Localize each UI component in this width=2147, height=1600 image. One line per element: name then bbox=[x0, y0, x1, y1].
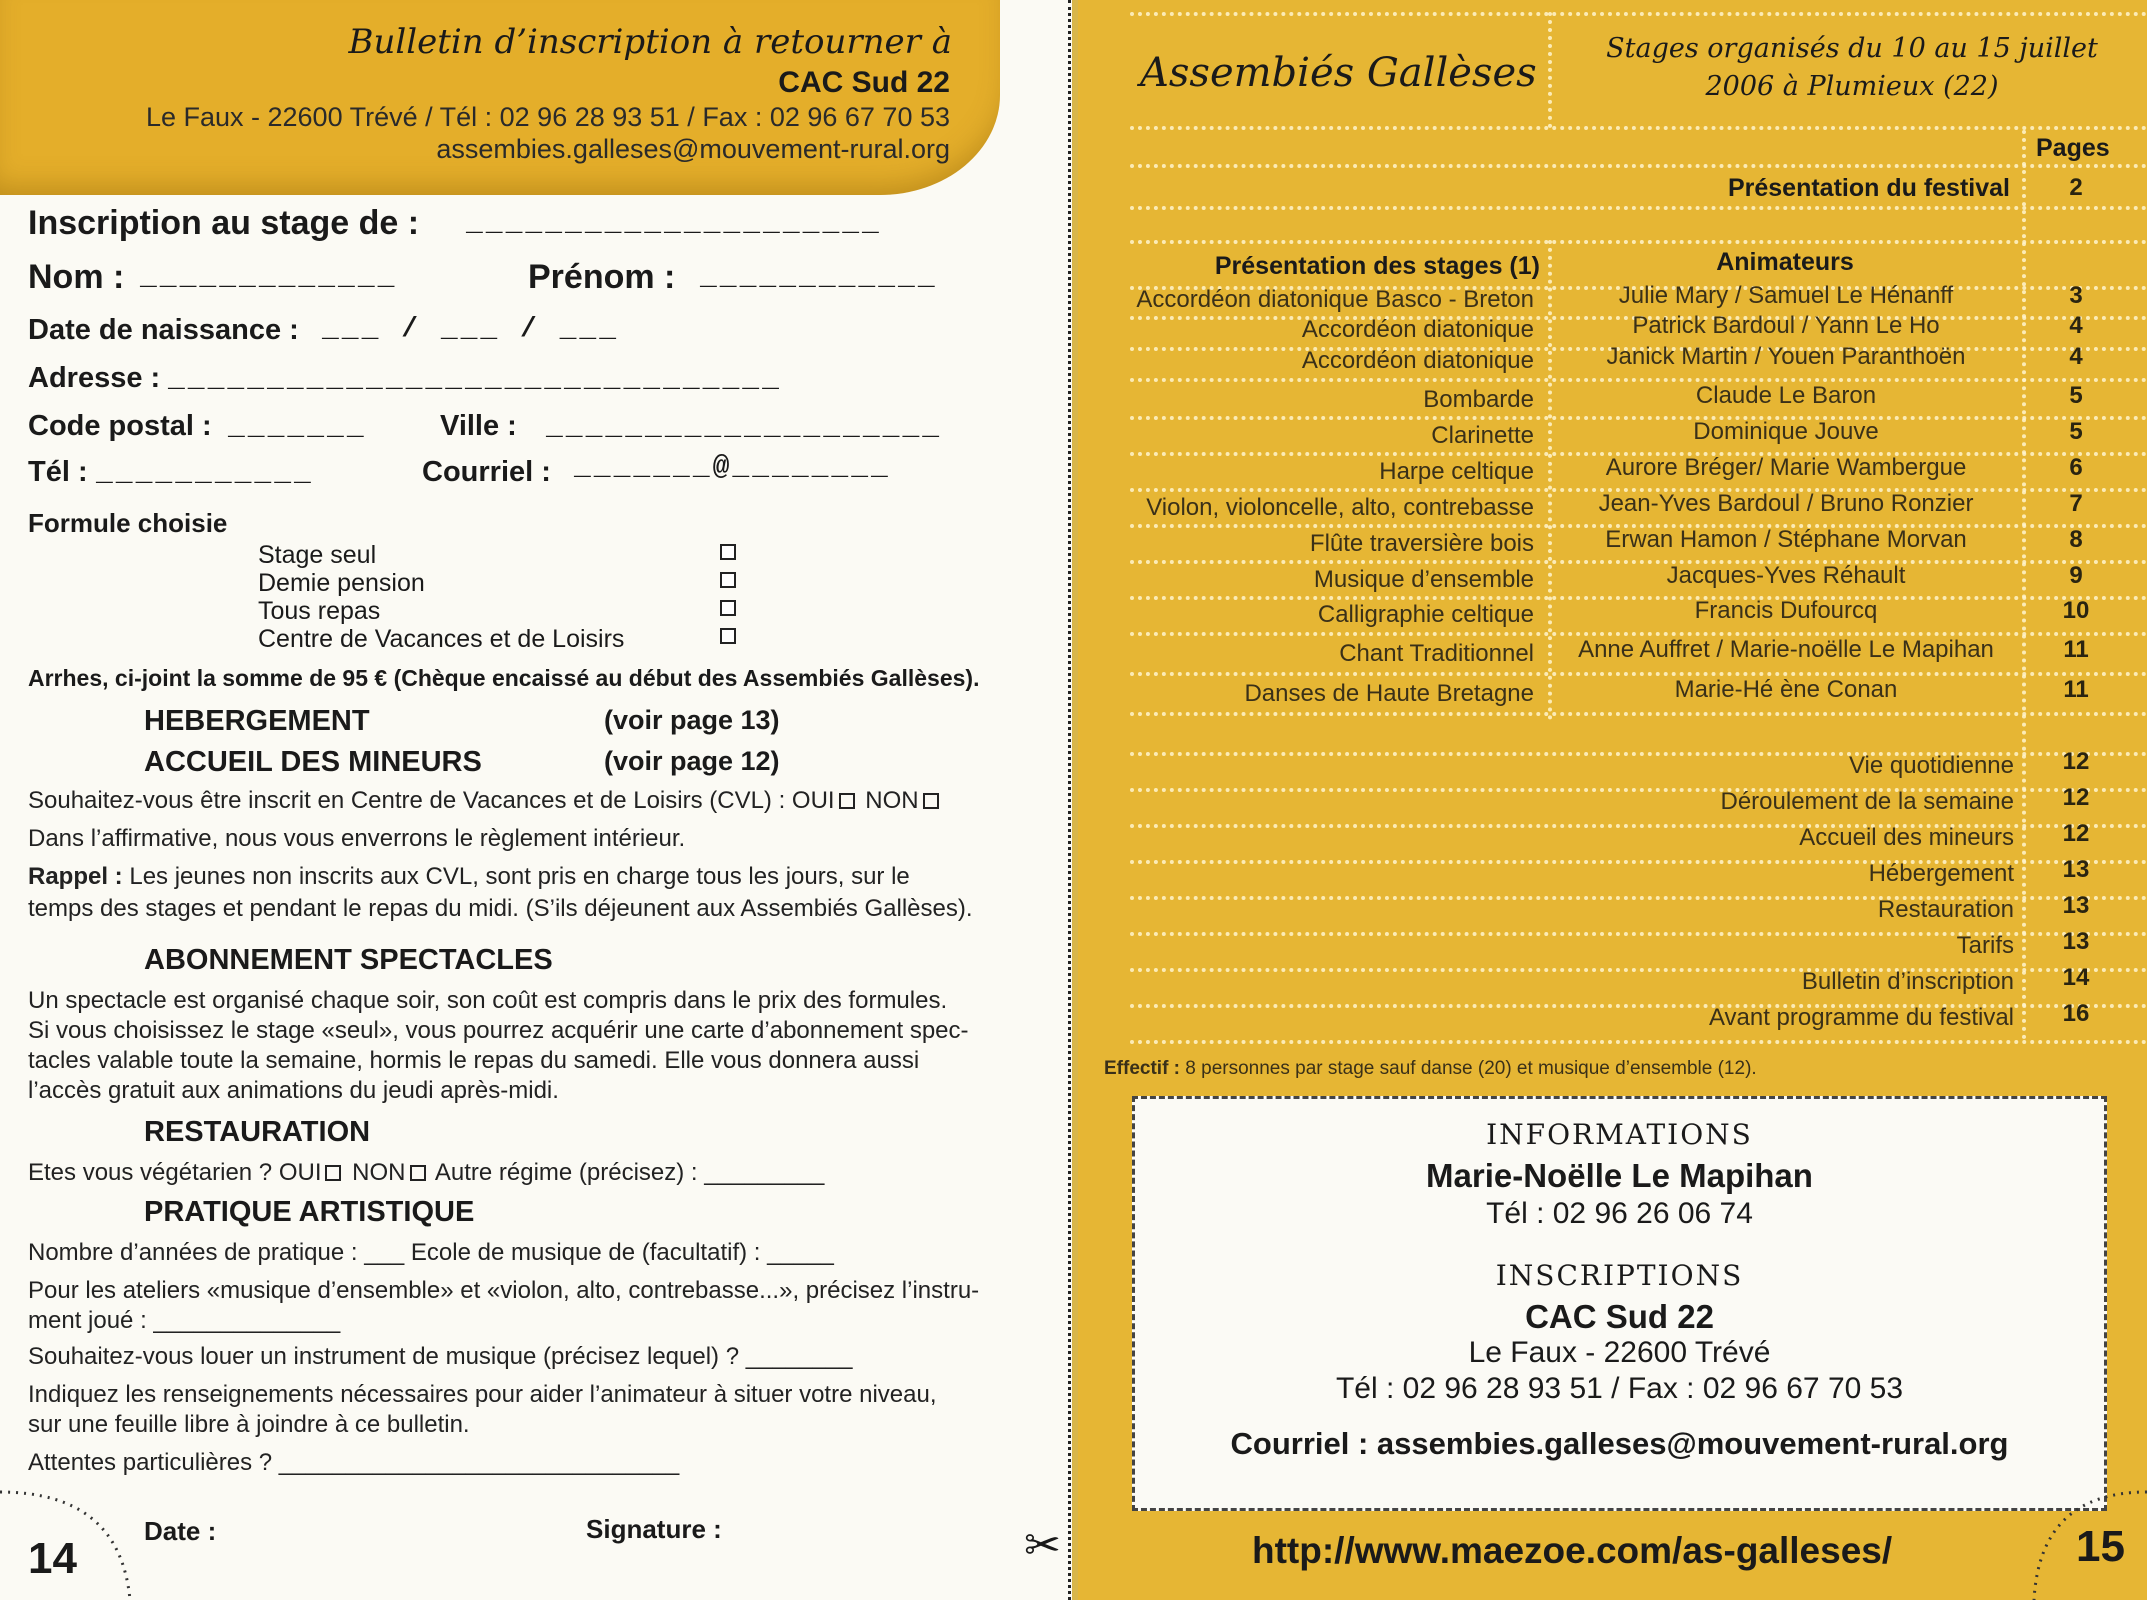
nom-label: Nom : bbox=[28, 258, 125, 296]
birth-input-line[interactable]: ___ / ___ / ___ bbox=[322, 314, 620, 345]
right-title: Assembiés Gallèses bbox=[1140, 50, 1537, 96]
stage-name: Musique d’ensemble bbox=[1313, 566, 1534, 593]
info-content bbox=[1132, 1118, 2107, 1462]
stage-animateur: Anne Auffret / Marie-noëlle Le Mapihan bbox=[1578, 636, 1994, 663]
code-postal-input-line[interactable]: _______ bbox=[228, 412, 367, 443]
stage-name: Accordéon diatonique bbox=[1301, 316, 1534, 343]
stage-name: Danses de Haute Bretagne bbox=[1244, 680, 1534, 707]
code-postal-label: Code postal : bbox=[28, 410, 212, 442]
inscriptions-org: CAC Sud 22 bbox=[1525, 1298, 1714, 1335]
stage-animateur: Jacques-Yves Réhault bbox=[1666, 562, 1906, 589]
stage-animateur: Aurore Bréger/ Marie Wambergue bbox=[1605, 454, 1967, 481]
formule-option: Stage seul bbox=[258, 541, 377, 569]
restauration-question: Etes vous végétarien ? OUI NON Autre régime (précisez) : _________ bbox=[28, 1159, 825, 1186]
stage-page: 3 bbox=[2069, 282, 2083, 309]
pratique-line: Pour les ateliers «musique d’ensemble» et «violon, alto, contrebasse...», précisez l’instru- bbox=[28, 1277, 980, 1304]
animateurs-header: Animateurs bbox=[1716, 248, 1854, 276]
toc-item-page: 13 bbox=[2062, 856, 2090, 883]
signature-label: Signature : bbox=[586, 1514, 722, 1544]
stage-animateur: Erwan Hamon / Stéphane Morvan bbox=[1605, 526, 1967, 553]
toc-item-page: 13 bbox=[2062, 892, 2090, 919]
formule-checkbox-tous-repas[interactable] bbox=[720, 600, 736, 616]
header-email: assembies.galleses@mouvement-rural.org bbox=[436, 134, 950, 164]
cvl-oui-checkbox[interactable] bbox=[839, 793, 855, 809]
stage-input-line[interactable]: _____________________ bbox=[466, 208, 882, 239]
stage-animateur: Marie-Hé ène Conan bbox=[1674, 676, 1898, 703]
stage-animateur: Dominique Jouve bbox=[1693, 418, 1879, 445]
header-address: Le Faux - 22600 Trévé / Tél : 02 96 28 93 51 / Fax : 02 96 67 70 53 bbox=[145, 102, 950, 132]
toc-item-label: Hébergement bbox=[1868, 860, 2014, 887]
stage-name: Accordéon diatonique bbox=[1301, 347, 1534, 374]
arrhes-text: Arrhes, ci-joint la somme de 95 € (Chèque encaissé au début des Assembiés Gallèses). bbox=[28, 665, 980, 691]
toc-item-label: Déroulement de la semaine bbox=[1720, 788, 2014, 815]
stage-animateur: Francis Dufourcq bbox=[1694, 597, 1878, 624]
formule-option: Tous repas bbox=[258, 597, 381, 625]
stage-name: Clarinette bbox=[1431, 422, 1534, 449]
ville-input-line[interactable]: ____________________ bbox=[546, 412, 943, 443]
toc-page: 2 bbox=[2069, 174, 2083, 201]
formule-option: Demie pension bbox=[258, 569, 425, 597]
abonnement-title: ABONNEMENT SPECTACLES bbox=[144, 944, 553, 976]
autre-regime-line[interactable]: Autre régime (précisez) : _________ bbox=[434, 1159, 825, 1186]
right-subtitle: Stages organisés du 10 au 15 juillet 2006 à Plumieux (22) bbox=[1606, 33, 2098, 102]
formule-checkbox-demie-pension[interactable] bbox=[720, 572, 736, 588]
scissors-icon: ✂ bbox=[1024, 1521, 1061, 1570]
toc-item-page: 14 bbox=[2062, 964, 2090, 991]
stage-page: 7 bbox=[2069, 490, 2083, 517]
stage-animateur: Janick Martin / Youen Paranthoën bbox=[1606, 343, 1966, 370]
date-label: Date : bbox=[144, 1516, 217, 1546]
hebergement-title: HEBERGEMENT bbox=[144, 705, 370, 737]
pratique-line: Indiquez les renseignements nécessaires pour aider l’animateur à situer votre niveau, bbox=[28, 1381, 937, 1408]
abonnement-line: tacles valable toute la semaine, hormis le repas du samedi. Elle vous donnera aussi bbox=[28, 1047, 920, 1074]
courriel-input-line[interactable]: _______@________ bbox=[574, 452, 891, 483]
stage-name: Harpe celtique bbox=[1379, 458, 1534, 485]
toc-item-label: Accueil des mineurs bbox=[1799, 824, 2014, 851]
stage-page: 4 bbox=[2069, 343, 2083, 370]
vegetarien-non-checkbox[interactable] bbox=[410, 1165, 426, 1181]
cvl-affirm: Dans l’affirmative, nous vous enverrons le règlement intérieur. bbox=[28, 825, 686, 852]
stage-page: 6 bbox=[2069, 454, 2083, 481]
abonnement-line: l’accès gratuit aux animations du jeudi après-midi. bbox=[28, 1077, 559, 1104]
stage-name: Violon, violoncelle, alto, contrebasse bbox=[1146, 494, 1534, 521]
pratique-line[interactable]: Souhaitez-vous louer un instrument de musique (précisez lequel) ? ________ bbox=[28, 1343, 853, 1370]
stage-page: 11 bbox=[2063, 676, 2089, 703]
effectif-note: Effectif : 8 personnes par stage sauf danse (20) et musique d’ensemble (12). bbox=[1104, 1058, 1757, 1079]
pratique-line: sur une feuille libre à joindre à ce bulletin. bbox=[28, 1411, 470, 1438]
stage-animateur: Jean-Yves Bardoul / Bruno Ronzier bbox=[1598, 490, 1974, 517]
informations-title: INFORMATIONS bbox=[1486, 1118, 1753, 1151]
stage-name: Chant Traditionnel bbox=[1339, 640, 1534, 667]
stage-name: Accordéon diatonique Basco - Breton bbox=[1136, 286, 1534, 313]
right-page-number: 15 bbox=[2076, 1522, 2125, 1571]
stage-name: Calligraphie celtique bbox=[1317, 601, 1534, 628]
formule-label: Formule choisie bbox=[28, 508, 228, 538]
ville-label: Ville : bbox=[440, 410, 517, 442]
attentes-line[interactable]: Attentes particulières ? ______________________________ bbox=[28, 1449, 680, 1476]
tel-label: Tél : bbox=[28, 456, 88, 488]
adresse-input-line[interactable]: _______________________________ bbox=[168, 364, 782, 395]
cvl-question: Souhaitez-vous être inscrit en Centre de Vacances et de Loisirs (CVL) : OUI NON bbox=[28, 786, 943, 816]
toc-item-label: Tarifs bbox=[1956, 932, 2014, 959]
restauration-title: RESTAURATION bbox=[144, 1116, 371, 1148]
toc-item-page: 13 bbox=[2062, 928, 2090, 955]
inscriptions-email[interactable]: Courriel : assembies.galleses@mouvement-rural.org bbox=[1230, 1426, 2009, 1461]
stage-page: 10 bbox=[2062, 597, 2090, 624]
rappel-cont: temps des stages et pendant le repas du midi. (S’ils déjeunent aux Assembiés Gallèses). bbox=[28, 895, 973, 922]
left-page-number: 14 bbox=[28, 1534, 77, 1583]
contact-tel: Tél : 02 96 26 06 74 bbox=[1486, 1197, 1753, 1230]
stage-animateur: Patrick Bardoul / Yann Le Ho bbox=[1632, 312, 1940, 339]
birth-label: Date de naissance : bbox=[28, 314, 299, 346]
toc-item-label: Avant programme du festival bbox=[1708, 1004, 2014, 1031]
pratique-line[interactable]: ment joué : ______________ bbox=[28, 1307, 341, 1334]
stage-page: 5 bbox=[2069, 382, 2083, 409]
abonnement-line: Un spectacle est organisé chaque soir, son coût est compris dans le prix des formules. bbox=[28, 987, 948, 1014]
adresse-label: Adresse : bbox=[28, 362, 161, 394]
formule-option: Centre de Vacances et de Loisirs bbox=[258, 625, 625, 653]
prenom-input-line[interactable]: ____________ bbox=[700, 262, 938, 293]
stage-label: Inscription au stage de : bbox=[28, 204, 420, 242]
contact-name: Marie-Noëlle Le Mapihan bbox=[1426, 1157, 1813, 1194]
stage-name: Flûte traversière bois bbox=[1309, 530, 1534, 557]
inscriptions-tel-fax: Tél : 02 96 28 93 51 / Fax : 02 96 67 70 53 bbox=[1335, 1372, 1904, 1405]
formule-checkbox-cvl[interactable] bbox=[720, 628, 736, 644]
toc-item-label: Bulletin d’inscription bbox=[1801, 968, 2014, 995]
website-url[interactable]: http://www.maezoe.com/as-galleses/ bbox=[1252, 1530, 1893, 1571]
formule-checkbox-stage-seul[interactable] bbox=[720, 544, 736, 560]
toc-item-page: 16 bbox=[2062, 1000, 2090, 1027]
stage-page: 8 bbox=[2069, 526, 2083, 553]
cvl-non-checkbox[interactable] bbox=[923, 793, 939, 809]
abonnement-line: Si vous choisissez le stage «seul», vous pourrez acquérir une carte d’abonnement spec- bbox=[28, 1017, 969, 1044]
hebergement-ref: (voir page 13) bbox=[604, 705, 780, 735]
inscriptions-address: Le Faux - 22600 Trévé bbox=[1468, 1336, 1771, 1369]
courriel-label: Courriel : bbox=[422, 456, 551, 488]
nom-input-line[interactable]: _____________ bbox=[140, 262, 398, 293]
accueil-ref: (voir page 12) bbox=[604, 746, 780, 776]
toc-item-label: Vie quotidienne bbox=[1848, 752, 2014, 779]
pratique-line[interactable]: Nombre d’années de pratique : ___ Ecole de musique de (facultatif) : _____ bbox=[28, 1239, 834, 1266]
header-org: CAC Sud 22 bbox=[778, 66, 950, 99]
stage-animateur: Claude Le Baron bbox=[1695, 382, 1877, 409]
inscriptions-title: INSCRIPTIONS bbox=[1495, 1259, 1744, 1292]
cut-line bbox=[1068, 0, 1071, 1600]
toc-item-page: 12 bbox=[2062, 748, 2090, 775]
pages-header: Pages bbox=[2036, 134, 2110, 162]
tel-input-line[interactable]: ___________ bbox=[96, 458, 314, 489]
toc-item-page: 12 bbox=[2062, 784, 2090, 811]
stages-header: Présentation des stages (1) bbox=[1214, 252, 1540, 280]
stage-page: 9 bbox=[2069, 562, 2083, 589]
header-title: Bulletin d’inscription à retourner à bbox=[348, 22, 952, 62]
stage-page: 5 bbox=[2069, 418, 2083, 445]
stage-animateur: Julie Mary / Samuel Le Hénanff bbox=[1618, 282, 1954, 309]
stage-page: 11 bbox=[2063, 636, 2089, 663]
stage-name: Bombarde bbox=[1423, 386, 1534, 413]
toc-item-page: 12 bbox=[2062, 820, 2090, 847]
toc-item-label: Restauration bbox=[1877, 896, 2014, 923]
prenom-label: Prénom : bbox=[528, 258, 676, 296]
accueil-title: ACCUEIL DES MINEURS bbox=[144, 746, 482, 778]
rappel: Rappel : Les jeunes non inscrits aux CVL, sont pris en charge tous les jours, sur le bbox=[28, 863, 910, 890]
vegetarien-oui-checkbox[interactable] bbox=[325, 1165, 341, 1181]
left-page bbox=[0, 0, 1072, 1600]
pratique-title: PRATIQUE ARTISTIQUE bbox=[144, 1196, 475, 1228]
toc-presentation-festival: Présentation du festival bbox=[1727, 174, 2010, 202]
stage-page: 4 bbox=[2069, 312, 2083, 339]
